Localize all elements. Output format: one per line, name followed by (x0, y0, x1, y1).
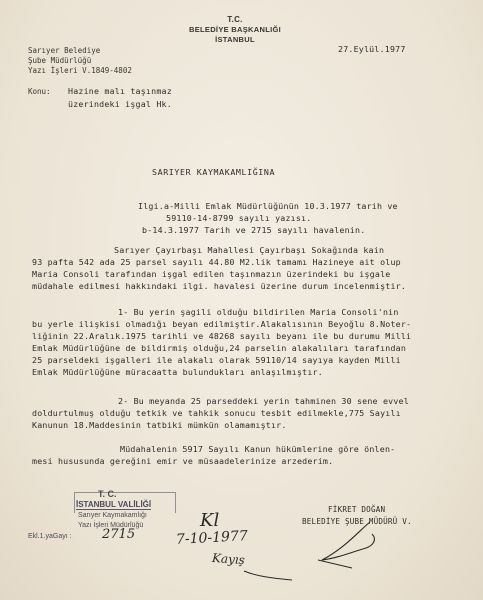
paragraph-1-line-3: Maria Consoli tarafından işgal edilen taşınmazın üzerindeki bu işgale (32, 269, 391, 279)
letter-date: 27.Eylül.1977 (338, 44, 406, 54)
paragraph-3-line-2: doldurtulmuş olduğu tetkik ve tahkik sonucu tesbit edilmekle,775 Sayılı (32, 408, 401, 418)
stamp-line-3: Sarıyer Kaymakamlığı (78, 512, 147, 519)
reference-a-line-2: 59110-14-8799 sayılı yazısı. (166, 213, 312, 223)
subject-line-2: üzerindeki işgal Hk. (68, 99, 172, 109)
letterhead-tc: T.C. (227, 15, 243, 24)
signatory-name: FİKRET DOĞAN (328, 505, 386, 514)
stamp-line-5: Ekl.1.yaGayı : (28, 533, 72, 540)
stamp-number-handwritten: 2715 (102, 527, 136, 542)
handwritten-note: Kl (200, 510, 220, 531)
paragraph-2-line-2: bu yerle ilişkisi olmadığı beyan edilmiştir.Alakalısının Beyoğlu 8.Noter- (32, 319, 412, 329)
paragraph-2-line-1: 1- Bu yerin şagili olduğu bildirilen Maria Consoli'nin (118, 307, 399, 317)
sender-line-3: Yazı İşleri V.1849-4802 (28, 66, 132, 75)
reference-b: b-14.3.1977 Tarih ve 2715 sayılı havalenin. (142, 225, 366, 235)
stamp-line-4: Yazı İşleri Müdürlüğü (78, 522, 144, 529)
letterhead-municipality: BELEDİYE BAŞKANLIĞI (189, 25, 281, 34)
sender-line-1: Sarıyer Belediye (28, 46, 101, 55)
sender-line-2: Şube Müdürlüğü (28, 56, 92, 65)
paragraph-1-line-2: 93 pafta 542 ada 25 parsel sayılı 44.80 M2.lik tamamı Hazineye ait olup (32, 257, 401, 267)
subject-line-1: Hazine malı taşınmaz (68, 86, 172, 96)
paragraph-2-line-3: liğinin 22.Aralık.1975 tarihli ve 48268 sayılı beyanı ile bu durumu Milli (32, 331, 412, 341)
paragraph-3-line-3: Kanunun 18.Maddesinin tatbiki mümkün olamamıştır. (32, 420, 287, 430)
signatory-title: BELEDİYE ŞUBE MÜDÜRÜ V. (302, 517, 412, 526)
handwritten-note-signature: Kayış (211, 550, 246, 568)
paragraph-2-line-6: Emlak Müdürlüğüne müracaatta bulundukları anlaşılmıştır. (32, 367, 323, 377)
paragraph-4-line-1: Müdahalenin 5917 Sayılı Kanun hükümlerine göre önlen- (120, 444, 396, 454)
paragraph-1-line-4: müdahale edilmesi hakkındaki ilgi. havalesi üzerine durum incelenmiştir. (32, 281, 407, 291)
stamp-line-2: İSTANBUL VALİLİĞİ (76, 500, 152, 509)
addressee: SARIYER KAYMAKAMLIĞINA (152, 167, 276, 177)
paragraph-4-line-2: mesi hususunda gereğini emir ve müsaadelerinize arzederim. (32, 456, 334, 466)
paragraph-1-line-1: Sarıyer Çayırbaşı Mahallesi Çayırbaşı Sokağında kain (114, 245, 385, 255)
handwritten-note-date: 7-10-1977 (175, 528, 249, 548)
paragraph-2-line-5: 25 parseldeki işgalleri ile alakalı olarak 59110/14 sayıya kayden Milli (32, 355, 401, 365)
reference-a-line-1: Ilgi.a-Milli Emlak Müdürlüğünün 10.3.1977 tarih ve (138, 201, 398, 211)
paragraph-3-line-1: 2- Bu meyanda 25 parseddeki yerin tahminen 30 sene evvel (118, 396, 409, 406)
letterhead-city: İSTANBUL (215, 35, 255, 44)
subject-label: Konu: (28, 87, 51, 96)
paragraph-2-line-4: Emlak Müdürlüğüne de bildirmiş olduğu,24 parselin alakalıları tarafından (32, 343, 407, 353)
stamp-line-1: T. C. (98, 489, 117, 499)
